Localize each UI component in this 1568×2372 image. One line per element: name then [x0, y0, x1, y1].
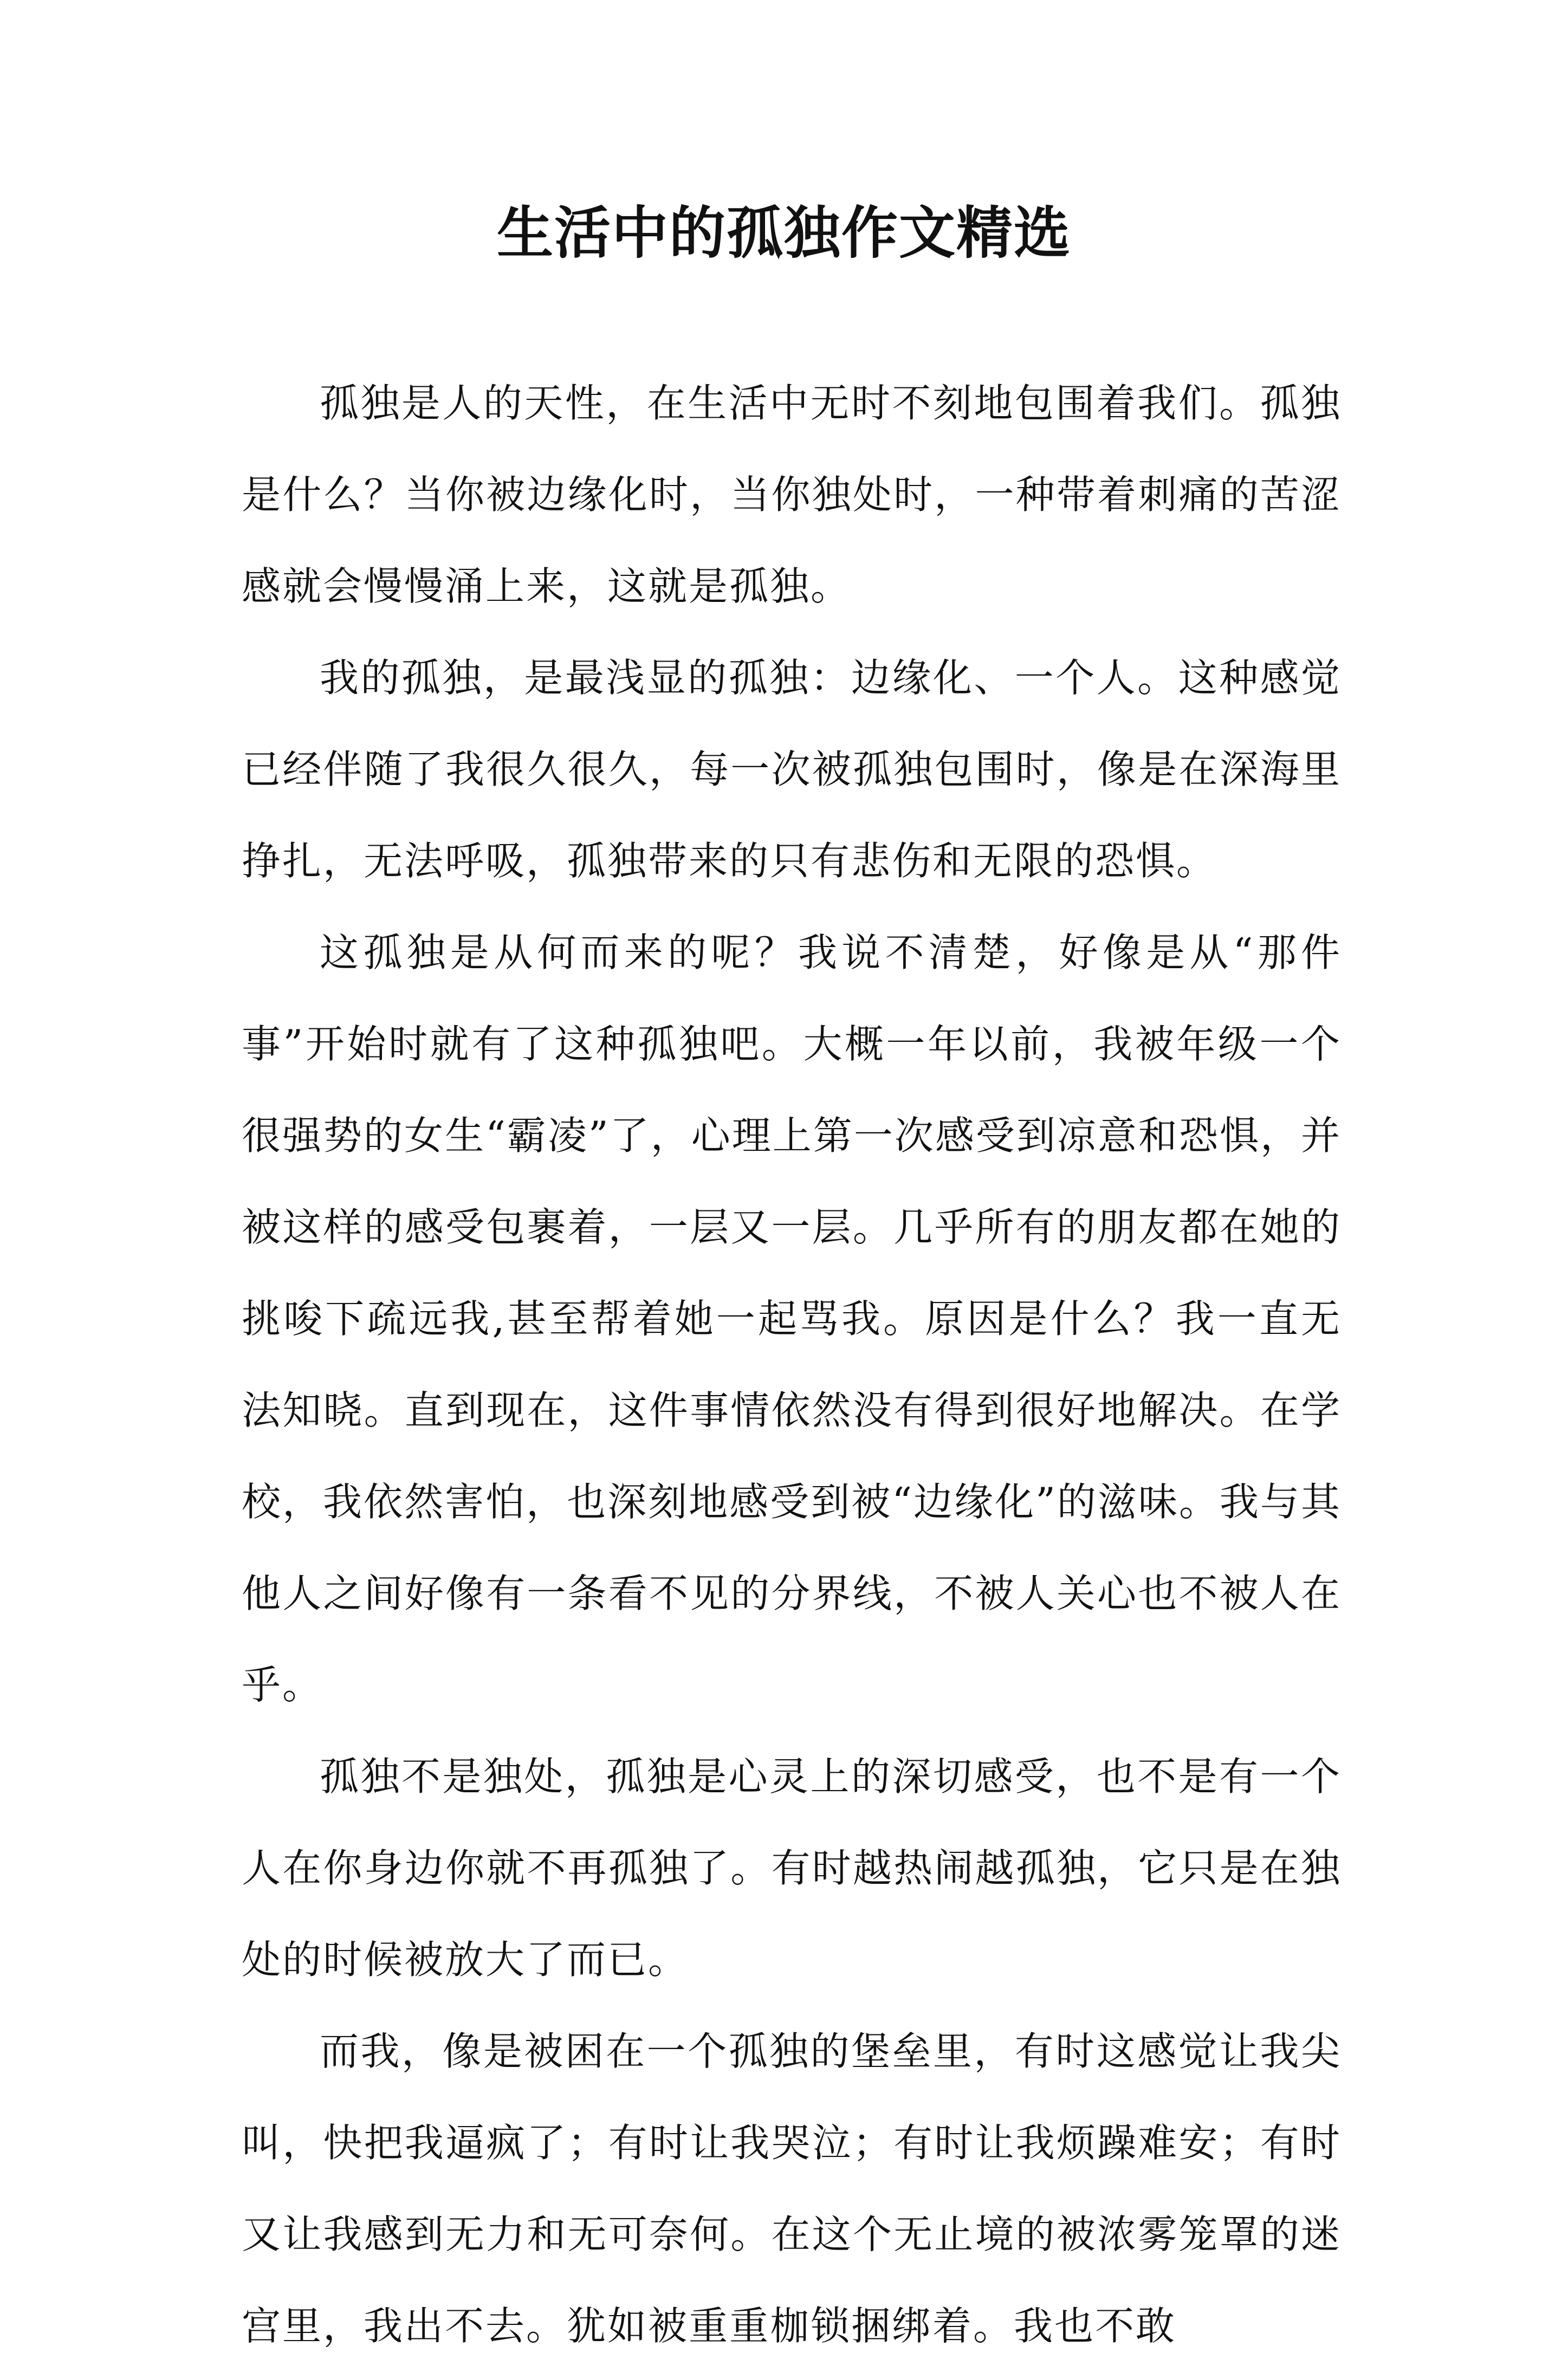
paragraph: 而我，像是被困在一个孤独的堡垒里，有时这感觉让我尖叫，快把我逼疯了；有时让我哭泣；有时让我烦躁难安；有时又让我感到无力和无可奈何。在这个无止境的被浓雾笼罩的迷宫里，我出不去。犹如被重重枷锁捆绑着。我也不敢 — [242, 2028, 1342, 2349]
document-title: 生活中的孤独作文精选 — [496, 200, 1071, 266]
paragraph: 孤独不是独处，孤独是心灵上的深切感受，也不是有一个人在你身边你就不再孤独了。有时越热闹越孤独，它只是在独处的时候被放大了而已。 — [242, 1754, 1342, 1982]
paragraph: 我的孤独，是最浅显的孤独：边缘化、一个人。这种感觉已经伴随了我很久很久，每一次被孤独包围时，像是在深海里挣扎，无法呼吸，孤独带来的只有悲伤和无限的恐惧。 — [242, 655, 1342, 884]
paragraph: 这孤独是从何而来的呢？我说不清楚，好像是从“那件事”开始时就有了这种孤独吧。大概一年以前，我被年级一个很强势的女生“霸凌”了，心理上第一次感受到凉意和恐惧，并被这样的感受包裹着，一层又一层。几乎所有的朋友都在她的挑唆下疏远我,甚至帮着她一起骂我。原因是什么？我一直无法知晓。直到现在，这件事情依然没有得到很好地解决。在学校，我依然害怕，也深刻地感受到被“边缘化”的滋味。我与其他人之间好像有一条看不见的分界线，不被人关心也不被人在乎。 — [242, 930, 1342, 1708]
paragraph: 孤独是人的天性，在生活中无时不刻地包围着我们。孤独是什么？当你被边缘化时，当你独处时，一种带着刺痛的苦涩感就会慢慢涌上来，这就是孤独。 — [242, 380, 1342, 609]
document-body — [242, 358, 1342, 2372]
